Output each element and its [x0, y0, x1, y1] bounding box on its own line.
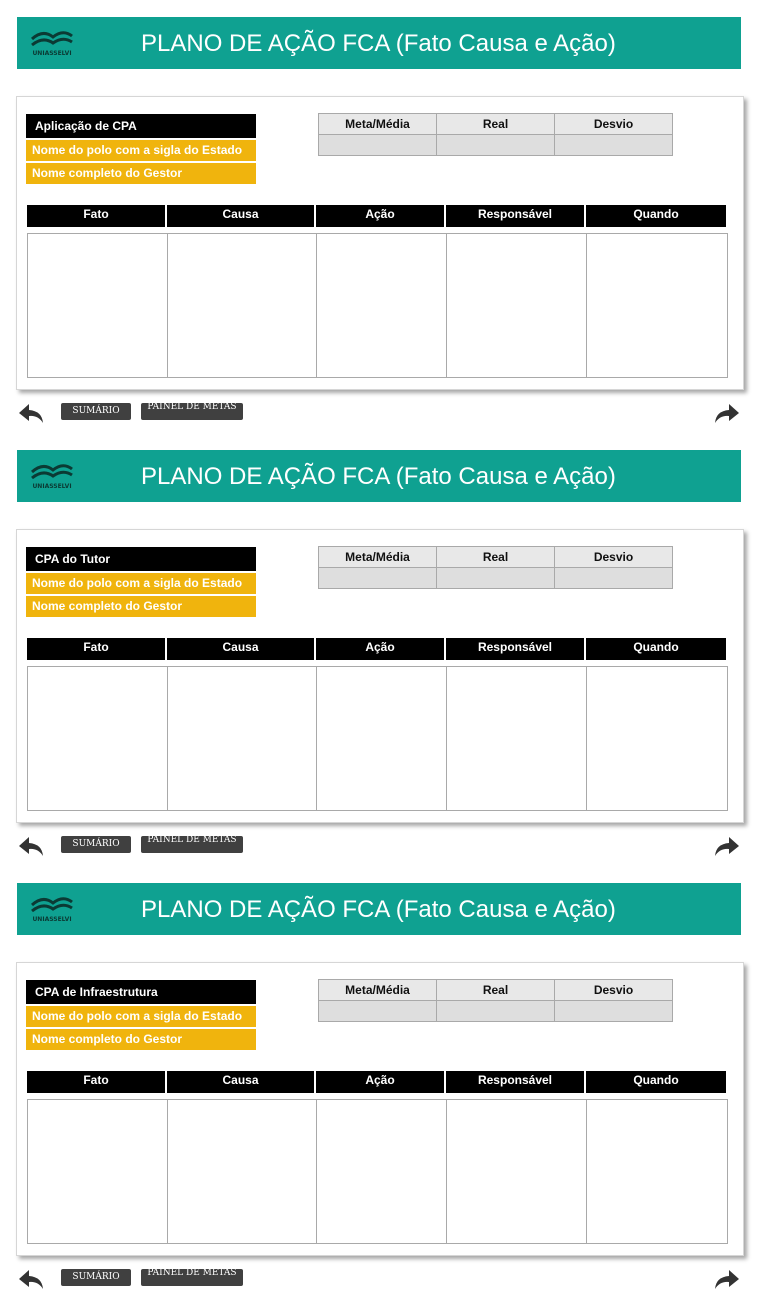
cell-acao[interactable] — [317, 234, 447, 377]
metric-cell-real[interactable] — [437, 1001, 555, 1022]
fca-section-3 — [0, 866, 768, 1299]
cell-fato[interactable] — [28, 1100, 168, 1243]
metric-header-meta: Meta/Média — [319, 547, 437, 568]
page-title: PLANO DE AÇÃO FCA (Fato Causa e Ação) — [141, 896, 616, 923]
column-header-fato: Fato — [27, 205, 167, 227]
metric-header-desvio: Desvio — [555, 980, 673, 1001]
gestor-name-field[interactable]: Nome completo do Gestor — [26, 596, 256, 617]
metrics-table — [318, 546, 673, 589]
fca-section-2 — [0, 433, 768, 866]
fca-table-body — [27, 233, 728, 378]
column-header-quando: Quando — [586, 205, 726, 227]
fca-table-header — [27, 1071, 726, 1093]
section-header — [17, 450, 741, 502]
metric-cell-desvio[interactable] — [555, 135, 673, 156]
metric-header-desvio: Desvio — [555, 114, 673, 135]
cell-acao[interactable] — [317, 667, 447, 810]
column-header-fato: Fato — [27, 1071, 167, 1093]
uniasselvi-logo-icon — [29, 893, 75, 927]
metric-header-real: Real — [437, 980, 555, 1001]
metric-header-meta: Meta/Média — [319, 980, 437, 1001]
back-arrow-icon[interactable] — [18, 1268, 44, 1290]
column-header-acao: Ação — [316, 1071, 446, 1093]
painel-metas-button[interactable]: PAINEL DE METAS — [141, 1269, 243, 1286]
sumario-button[interactable]: SUMÁRIO — [61, 403, 131, 420]
column-header-causa: Causa — [167, 1071, 316, 1093]
cell-causa[interactable] — [168, 667, 317, 810]
cell-responsavel[interactable] — [447, 1100, 587, 1243]
metric-cell-meta[interactable] — [319, 135, 437, 156]
column-header-quando: Quando — [586, 1071, 726, 1093]
back-arrow-icon[interactable] — [18, 402, 44, 424]
column-header-causa: Causa — [167, 638, 316, 660]
polo-name-field[interactable]: Nome do polo com a sigla do Estado — [26, 1006, 256, 1027]
column-header-acao: Ação — [316, 638, 446, 660]
metric-cell-desvio[interactable] — [555, 568, 673, 589]
painel-metas-button[interactable]: PAINEL DE METAS — [141, 836, 243, 853]
fca-card — [16, 96, 744, 390]
metric-header-desvio: Desvio — [555, 547, 673, 568]
cell-fato[interactable] — [28, 667, 168, 810]
logo-text: UNIASSELVI — [32, 483, 72, 490]
gestor-name-field[interactable]: Nome completo do Gestor — [26, 163, 256, 184]
sumario-button[interactable]: SUMÁRIO — [61, 1269, 131, 1286]
forward-arrow-icon[interactable] — [714, 1268, 740, 1290]
metrics-table — [318, 979, 673, 1022]
metric-cell-desvio[interactable] — [555, 1001, 673, 1022]
section-nav — [0, 1266, 768, 1292]
cell-responsavel[interactable] — [447, 234, 587, 377]
cell-quando[interactable] — [587, 667, 727, 810]
column-header-responsavel: Responsável — [446, 638, 586, 660]
polo-name-field[interactable]: Nome do polo com a sigla do Estado — [26, 140, 256, 161]
forward-arrow-icon[interactable] — [714, 402, 740, 424]
category-label: Aplicação de CPA — [26, 114, 256, 138]
fca-table-body — [27, 1099, 728, 1244]
metrics-table — [318, 113, 673, 156]
cell-responsavel[interactable] — [447, 667, 587, 810]
fca-table-body — [27, 666, 728, 811]
forward-arrow-icon[interactable] — [714, 835, 740, 857]
metric-header-meta: Meta/Média — [319, 114, 437, 135]
metric-header-real: Real — [437, 547, 555, 568]
metric-cell-real[interactable] — [437, 568, 555, 589]
section-nav — [0, 400, 768, 426]
column-header-causa: Causa — [167, 205, 316, 227]
metric-cell-meta[interactable] — [319, 1001, 437, 1022]
gestor-name-field[interactable]: Nome completo do Gestor — [26, 1029, 256, 1050]
category-label: CPA de Infraestrutura — [26, 980, 256, 1004]
column-header-acao: Ação — [316, 205, 446, 227]
logo-text: UNIASSELVI — [32, 50, 72, 57]
cell-causa[interactable] — [168, 1100, 317, 1243]
fca-card — [16, 962, 744, 1256]
category-label: CPA do Tutor — [26, 547, 256, 571]
cell-quando[interactable] — [587, 1100, 727, 1243]
sumario-button[interactable]: SUMÁRIO — [61, 836, 131, 853]
column-header-quando: Quando — [586, 638, 726, 660]
uniasselvi-logo-icon — [29, 27, 75, 61]
column-header-responsavel: Responsável — [446, 205, 586, 227]
fca-table-header — [27, 205, 726, 227]
column-header-responsavel: Responsável — [446, 1071, 586, 1093]
fca-section-1 — [0, 0, 768, 433]
cell-acao[interactable] — [317, 1100, 447, 1243]
section-nav — [0, 833, 768, 859]
column-header-fato: Fato — [27, 638, 167, 660]
painel-metas-button[interactable]: PAINEL DE METAS — [141, 403, 243, 420]
section-header — [17, 883, 741, 935]
polo-name-field[interactable]: Nome do polo com a sigla do Estado — [26, 573, 256, 594]
cell-fato[interactable] — [28, 234, 168, 377]
page-title: PLANO DE AÇÃO FCA (Fato Causa e Ação) — [141, 30, 616, 57]
fca-table-header — [27, 638, 726, 660]
back-arrow-icon[interactable] — [18, 835, 44, 857]
cell-quando[interactable] — [587, 234, 727, 377]
logo-text: UNIASSELVI — [32, 916, 72, 923]
metric-header-real: Real — [437, 114, 555, 135]
page-title: PLANO DE AÇÃO FCA (Fato Causa e Ação) — [141, 463, 616, 490]
section-header — [17, 17, 741, 69]
metric-cell-meta[interactable] — [319, 568, 437, 589]
metric-cell-real[interactable] — [437, 135, 555, 156]
fca-card — [16, 529, 744, 823]
cell-causa[interactable] — [168, 234, 317, 377]
uniasselvi-logo-icon — [29, 460, 75, 494]
